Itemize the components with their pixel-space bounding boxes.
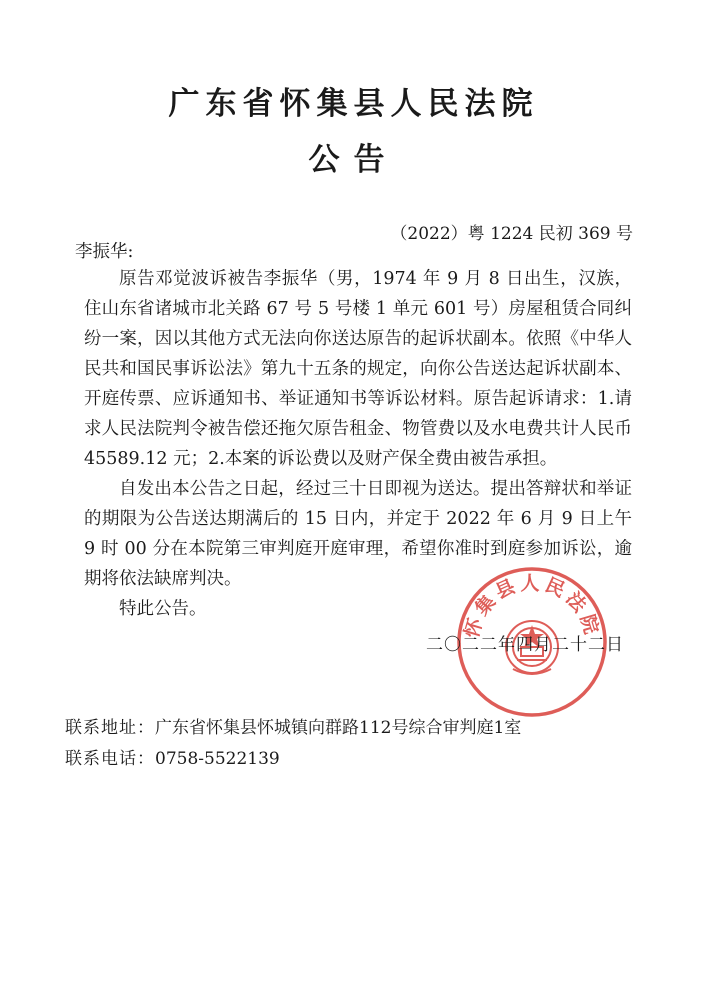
paragraph-claims: 原告邓觉波诉被告李振华（男，1974 年 9 月 8 日出生，汉族，住山东省诸城市北关路 67 号 5 号楼 1 单元 601 号）房屋租赁合同纠纷一案，因以其他方式无法向你送达原告的起诉状副本。依照《中华人民共和国民事诉讼法》第九十五条的规定，向你公告送达起诉状副本、开庭传票、应诉通知书、举证通知书等诉讼材料。原告起诉请求：1.请求人民法院判令被告偿还拖欠原告租金、物管费以及水电费共计人民币 45589.12 元；2.本案的诉讼费以及财产保全费由被告承担。 — [84, 269, 632, 469]
address-label: 联系地址： — [65, 718, 155, 738]
paragraph-service-and-hearing: 自发出本公告之日起，经过三十日即视为送达。提出答辩状和举证的期限为公告送达期满后的 15 日内，并定于 2022 年 6 月 9 日上午 9 时 00 分在本院第三审判庭开庭审理，希望你准时到庭参加诉讼，逾期将依法缺席判决。 — [84, 479, 632, 589]
announcement-date: 二〇二二年四月二十二日 — [426, 635, 624, 655]
seal-text: 怀集县人民法院 — [460, 572, 604, 641]
address-value: 广东省怀集县怀城镇向群路112号综合审判庭1室 — [155, 718, 522, 738]
paragraph-closing: 特此公告。 — [119, 599, 207, 619]
court-name: 广东省怀集县人民法院 — [168, 86, 539, 122]
document-type-title: 公告 — [308, 142, 399, 178]
phone-label: 联系电话： — [65, 749, 155, 769]
contact-phone-row — [65, 744, 521, 775]
phone-value: 0758-5522139 — [155, 749, 280, 769]
addressee: 李振华: — [75, 242, 134, 262]
case-number: （2022）粤 1224 民初 369 号 — [390, 224, 633, 244]
contact-info — [65, 713, 521, 775]
contact-address-row — [65, 713, 521, 744]
